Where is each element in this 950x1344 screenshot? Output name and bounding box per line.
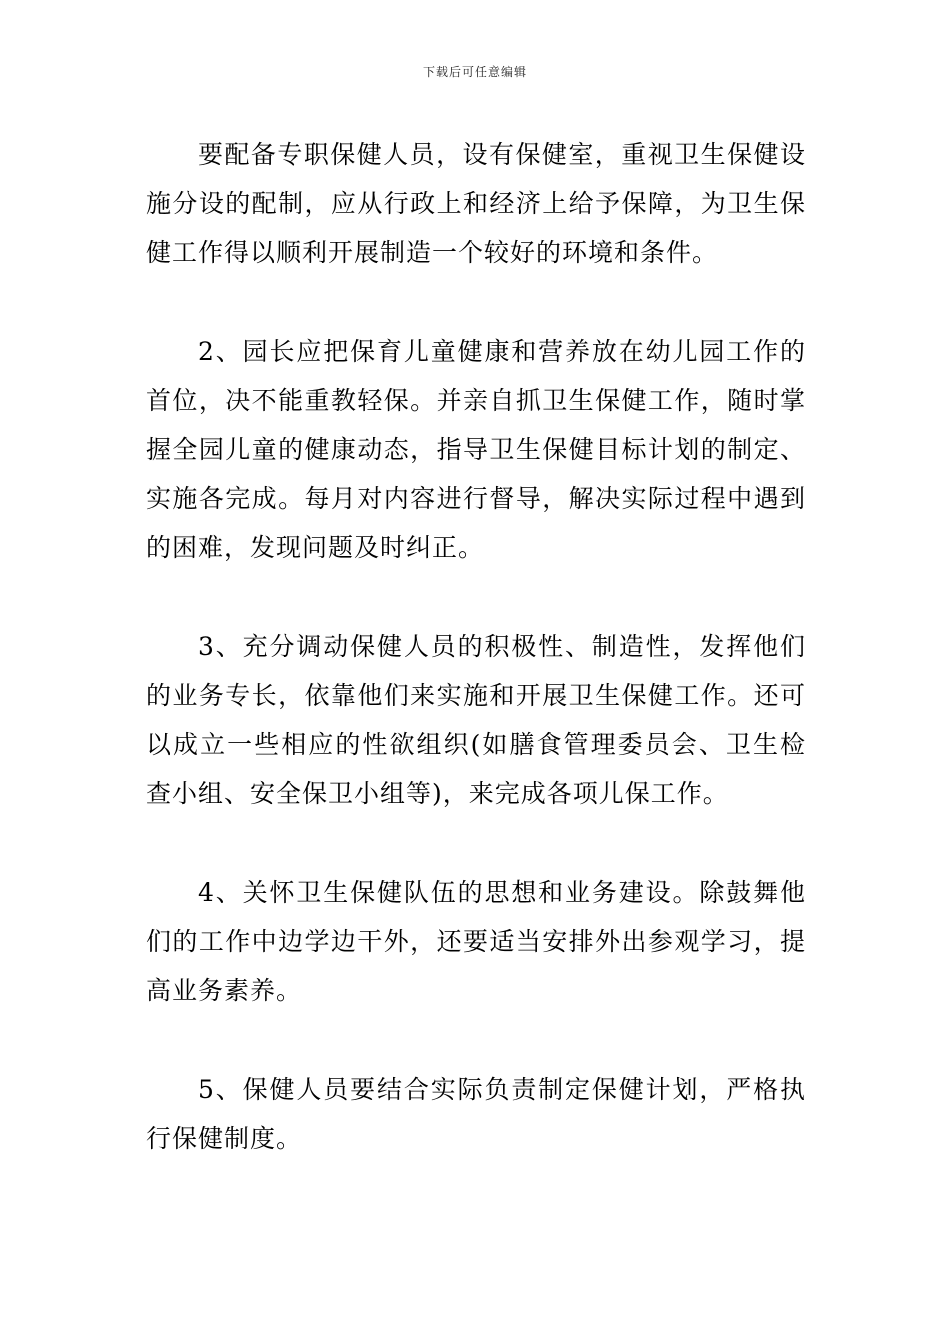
paragraph-1: 要配备专职保健人员，设有保健室，重视卫生保健设施分设的配制，应从行政上和经济上给予保障，为卫生保健工作得以顺利开展制造一个较好的环境和条件。 — [146, 140, 806, 267]
page-header-note: 下载后可任意编辑 — [422, 65, 527, 79]
document-body — [146, 130, 806, 1213]
paragraph-2: 2、园长应把保育儿童健康和营养放在幼儿园工作的首位，决不能重教轻保。并亲自抓卫生保健工作，随时掌握全园儿童的健康动态，指导卫生保健目标计划的制定、实施各完成。每月对内容进行督导，解决实际过程中遇到的困难，发现问题及时纠正。 — [146, 337, 806, 562]
paragraph-4: 4、关怀卫生保健队伍的思想和业务建设。除鼓舞他们的工作中边学边干外，还要适当安排外出参观学习，提高业务素养。 — [146, 878, 806, 1005]
paragraph-5: 5、保健人员要结合实际负责制定保健计划，严格执行保健制度。 — [146, 1075, 806, 1153]
paragraph-3: 3、充分调动保健人员的积极性、制造性，发挥他们的业务专长，依靠他们来实施和开展卫生保健工作。还可以成立一些相应的性欲组织(如膳食管理委员会、卫生检查小组、安全保卫小组等)，来完成各项儿保工作。 — [146, 632, 806, 808]
